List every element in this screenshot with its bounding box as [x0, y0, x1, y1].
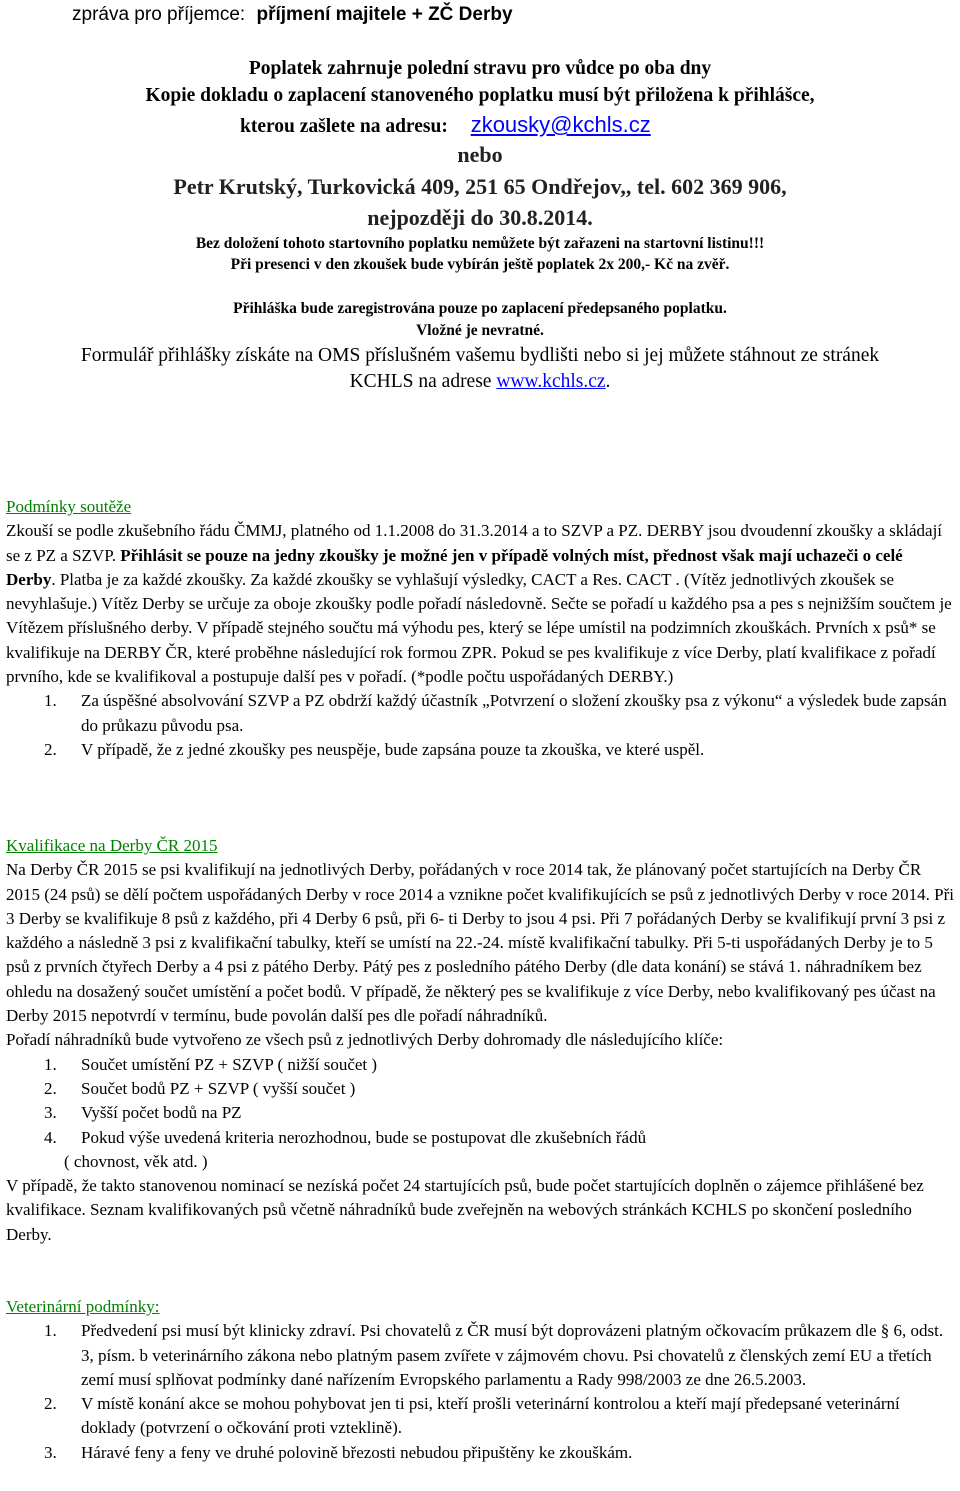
qualification-item-1 — [6, 1053, 956, 1077]
deadline: nejpozději do 30.8.2014. — [367, 205, 593, 230]
recipient-value: příjmení majitele + ZČ Derby — [256, 4, 513, 25]
fee-line-1: Poplatek zahrnuje polední stravu pro vůdce po oba dny — [248, 58, 712, 79]
veterinary-item-1 — [6, 1319, 956, 1392]
conditions-section — [6, 495, 956, 762]
list-text: Vyšší počet bodů na PZ — [81, 1103, 242, 1123]
recipient-label: zpráva pro příjemce: — [72, 4, 246, 25]
notice-1: Bez doložení tohoto startovního poplatku nemůžete být zařazeni na startovní listinu!!! — [195, 235, 765, 252]
list-number: 1. — [44, 1054, 57, 1074]
fee-line-3 — [240, 112, 651, 138]
qualification-paragraph-3: V případě, že takto stanovenou nominací se nezíská počet 24 startujících psů, bude počet startujících doplněn o zájemce přihlášené bez kvalifikace. Seznam kvalifikovaných psů včetně náhradníků bude zveřejněn na webových stránkách KCHLS po skončení posledního Derby. — [6, 1176, 924, 1244]
fee-line-2: Kopie dokladu o zaplacení stanoveného poplatku musí být přiložena k přihlášce, — [145, 85, 815, 106]
conditions-heading: Podmínky soutěže — [6, 497, 132, 516]
form-line-2 — [0, 371, 960, 393]
qualification-paragraph-1: Na Derby ČR 2015 se psi kvalifikují na jednotlivých Derby, pořádaných v roce 2014 tak, že plánovaný počet startujících na Derby ČR 2015 (24 psů) se dělí počtem uspořádaných Derby v roce 2014 a vznikne počet kvalifikujících se psů z jednotlivých Derby v roce 2014. Při 3 Derby se kvalifikuje 8 psů z každého, při 4 Derby 6 psů, při 6- ti Derby to jsou 4 psi. Při 7 pořádaných Derby se kvalifikují první 3 psi z každého a následně 3 psi z kvalifikační tabulky, kteří se umístí na 22.-24. místě kvalifikační tabulky. Při 5-ti uspořádaných Derby je to 5 psů z prvních čtyřech Derby a 4 psi z pátého Derby. Pátý pes z posledního pátého Derby (dle data konání) se stává 1. náhradníkem bez ohledu na dosažený součet umístění a počet bodů. V případě, že některý pes se kvalifikuje z více Derby, nebo kvalifikovaný pes účast na Derby 2015 nepotvrdí v termínu, bude povolán další pes dle pořadí náhradníků. — [6, 860, 954, 1026]
kchls-link[interactable]: www.kchls.cz — [496, 371, 606, 392]
qualification-item-4-continued: ( chovnost, věk atd. ) — [64, 1151, 208, 1171]
qualification-heading: Kvalifikace na Derby ČR 2015 — [6, 836, 218, 855]
list-number: 2. — [44, 739, 57, 759]
list-number: 4. — [44, 1127, 57, 1147]
list-number: 3. — [44, 1442, 57, 1462]
qualification-section — [6, 834, 956, 1247]
list-number: 1. — [44, 1321, 57, 1341]
recipient-line — [72, 4, 513, 26]
qualification-item-2 — [6, 1077, 956, 1101]
qualification-item-4 — [6, 1126, 956, 1150]
list-number: 2. — [44, 1394, 57, 1414]
email-link[interactable]: zkousky@kchls.cz — [470, 112, 651, 137]
qualification-item-3 — [6, 1101, 956, 1125]
list-text: V místě konání akce se mohou pohybovat jen ti psi, kteří prošli veterinární kontrolou a kteří mají předepsané veterinární doklady (potvrzení o očkování proti vzteklině). — [81, 1394, 900, 1438]
form-line-2-text: KCHLS na adrese — [349, 371, 492, 392]
notice-3: Přihláška bude zaregistrována pouze po zaplacení předepsaného poplatku. — [233, 300, 727, 317]
fee-line-or: nebo — [457, 142, 503, 167]
list-text: Pokud výše uvedená kriteria nerozhodnou, bude se postupovat dle zkušebních řádů — [81, 1127, 647, 1147]
list-text: Předvedení psi musí být klinicky zdraví. Psi chovatelů z ČR musí být doprovázeni platným očkovacím průkazem dle § 6, odst. 3, písm. b veterinárního zákona nebo platným pasem zvířete v zájmovém chovu. Psi chovatelů z členských zemí EU a třetích zemí musí splňovat podmínky dané nařízením Evropského parlamentu a Rady 998/2003 ze dne 26.5.2003. — [81, 1321, 944, 1389]
list-number: 2. — [44, 1078, 57, 1098]
notice-4: Vložné je nevratné. — [416, 322, 544, 339]
conditions-paragraph — [6, 519, 956, 689]
veterinary-heading: Veterinární podmínky: — [6, 1297, 160, 1316]
list-text: Za úspěšné absolvování SZVP a PZ obdrží každý účastník „Potvrzení o složení zkoušky psa z výkonu“ a výsledek bude zapsán do průkazu původu psa. — [81, 691, 947, 735]
veterinary-section — [6, 1295, 956, 1465]
list-number: 1. — [44, 691, 57, 711]
notice-2: Při presenci v den zkoušek bude vybírán ještě poplatek 2x 200,- Kč na zvěř. — [230, 256, 730, 273]
conditions-item-1 — [6, 689, 956, 738]
form-line-2-period: . — [605, 371, 611, 392]
list-text: V případě, že z jedné zkoušky pes neuspěje, bude zapsána pouze ta zkouška, ve které uspěl. — [81, 739, 705, 759]
conditions-text-a: Zkouší se podle zkušebního řádu ČMMJ, platného od 1.1.2008 do 31.3.2014 a to SZVP a PZ. DERBY jsou dvoudenní zkoušky a skládají se z PZ a SZVP. — [6, 521, 943, 565]
conditions-item-2 — [6, 738, 956, 762]
contact-address: Petr Krutský, Turkovická 409, 251 65 Ondřejov,, tel. 602 369 906, — [173, 174, 787, 199]
list-text: Součet umístění PZ + SZVP ( nižší součet ) — [81, 1054, 378, 1074]
address-label: kterou zašlete na adresu: — [240, 116, 448, 137]
form-line-1: Formulář přihlášky získáte na OMS příslušném vašemu bydlišti nebo si jej můžete stáhnout ze stránek — [80, 345, 880, 366]
list-number: 3. — [44, 1103, 57, 1123]
conditions-bold: Přihlásit se pouze na jedny zkoušky je možné jen v případě volných míst, přednost však mají uchazeči o celé Derby — [6, 545, 903, 589]
list-text: Háravé feny a feny ve druhé polovině březosti nebudou připuštěny ke zkouškám. — [81, 1442, 633, 1462]
veterinary-item-3 — [6, 1441, 956, 1465]
qualification-paragraph-2: Pořadí náhradníků bude vytvořeno ze všech psů z jednotlivých Derby dohromady dle následujícího klíče: — [6, 1030, 724, 1050]
list-text: Součet bodů PZ + SZVP ( vyšší součet ) — [81, 1078, 356, 1098]
conditions-text-b: . Platba je za každé zkoušky. Za každé zkoušky se vyhlašují výsledky, CACT a Res. CACT . (Vítěz jednotlivých zkoušek se nevyhlašuje.) Vítěz Derby se určuje za oboje zkoušky podle pořadí následovně. Sečte se pořadí u každého psa a pes s nejnižším součtem je Vítězem příslušného derby. V případě stejného součtu má výhodu pes, který se lépe umístil na podzimních zkouškách. Prvních x psů* se kvalifikuje na DERBY ČR, které proběhne následující rok formou ZPR. Pokud se pes kvalifikuje z více Derby, platí kvalifikace z pořadí prvního, kde se kvalifikoval a postupuje další pes v pořadí. (*podle počtu uspořádaných DERBY.) — [6, 569, 952, 687]
veterinary-item-2 — [6, 1392, 956, 1441]
